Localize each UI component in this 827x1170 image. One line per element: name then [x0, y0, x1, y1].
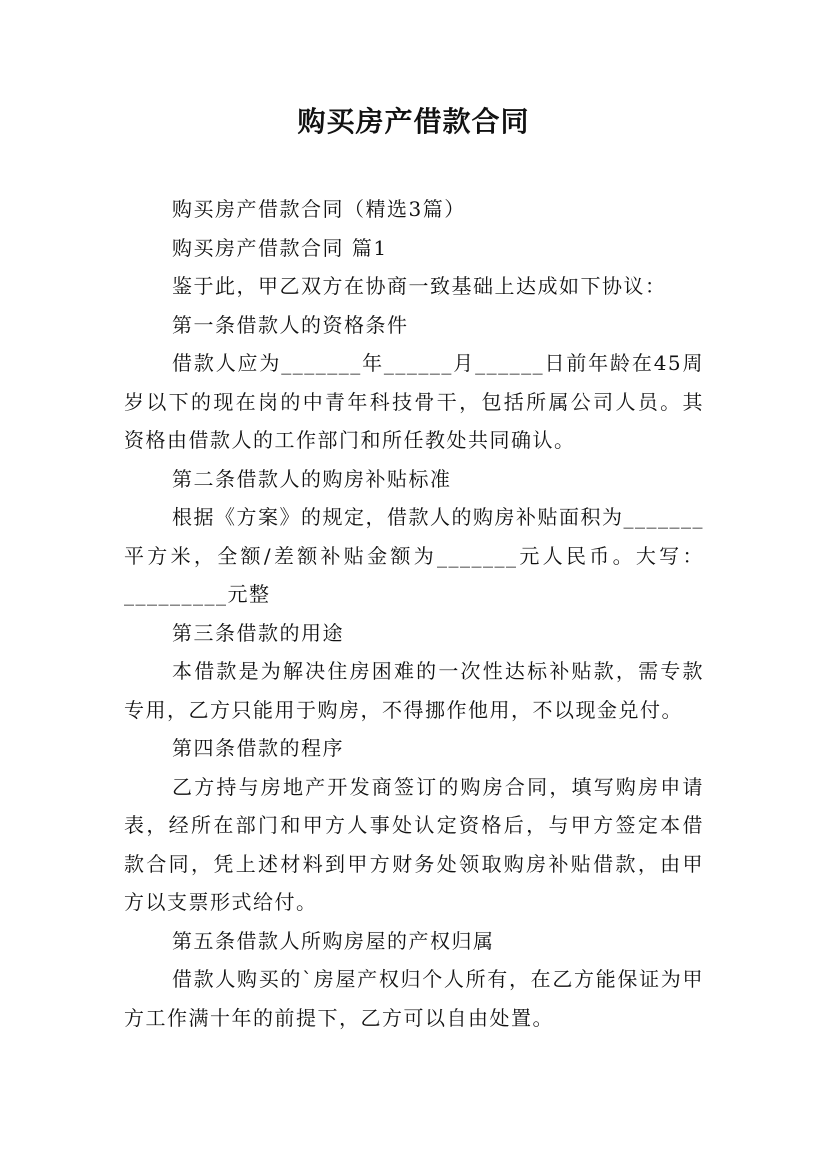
document-title: 购买房产借款合同 — [297, 105, 530, 138]
clause-5-text: 借款人购买的`房屋产权归个人所有，在乙方能保证为甲方工作满十年的前提下，乙方可以自由处置。 — [124, 967, 704, 1030]
paragraph-subtitle: 购买房产借款合同（精选3篇） — [172, 197, 466, 221]
clause-4-text: 乙方持与房地产开发商签订的购房合同，填写购房申请表，经所在部门和甲方人事处认定资格后，与甲方签定本借款合同，凭上述材料到甲方财务处领取购房补贴借款，由甲方以支票形式给付。 — [124, 774, 704, 914]
paragraph-section-label: 购买房产借款合同 篇1 — [172, 235, 388, 260]
clause-2-heading: 第二条借款人的购房补贴标准 — [172, 466, 452, 491]
document-body — [124, 190, 704, 1037]
clause-3-text: 本借款是为解决住房困难的一次性达标补贴款，需专款专用，乙方只能用于购房，不得挪作他用，不以现金兑付。 — [124, 659, 704, 722]
clause-4-heading: 第四条借款的程序 — [172, 736, 344, 760]
clause-5-heading: 第五条借款人所购房屋的产权归属 — [172, 928, 495, 953]
clause-2-text: 根据《方案》的规定，借款人的购房补贴面积为_______平方米，全额/差额补贴金额为_______元人民币。大写：_________元整 — [124, 505, 704, 606]
paragraph-preamble: 鉴于此，甲乙双方在协商一致基础上达成如下协议： — [172, 274, 667, 298]
clause-1-heading: 第一条借款人的资格条件 — [172, 312, 409, 337]
clause-1-text: 借款人应为_______年______月______日前年龄在45周岁以下的现在岗的中青年科技骨干，包括所属公司人员。其资格由借款人的工作部门和所任教处共同确认。 — [124, 351, 704, 452]
clause-3-heading: 第三条借款的用途 — [172, 620, 344, 645]
